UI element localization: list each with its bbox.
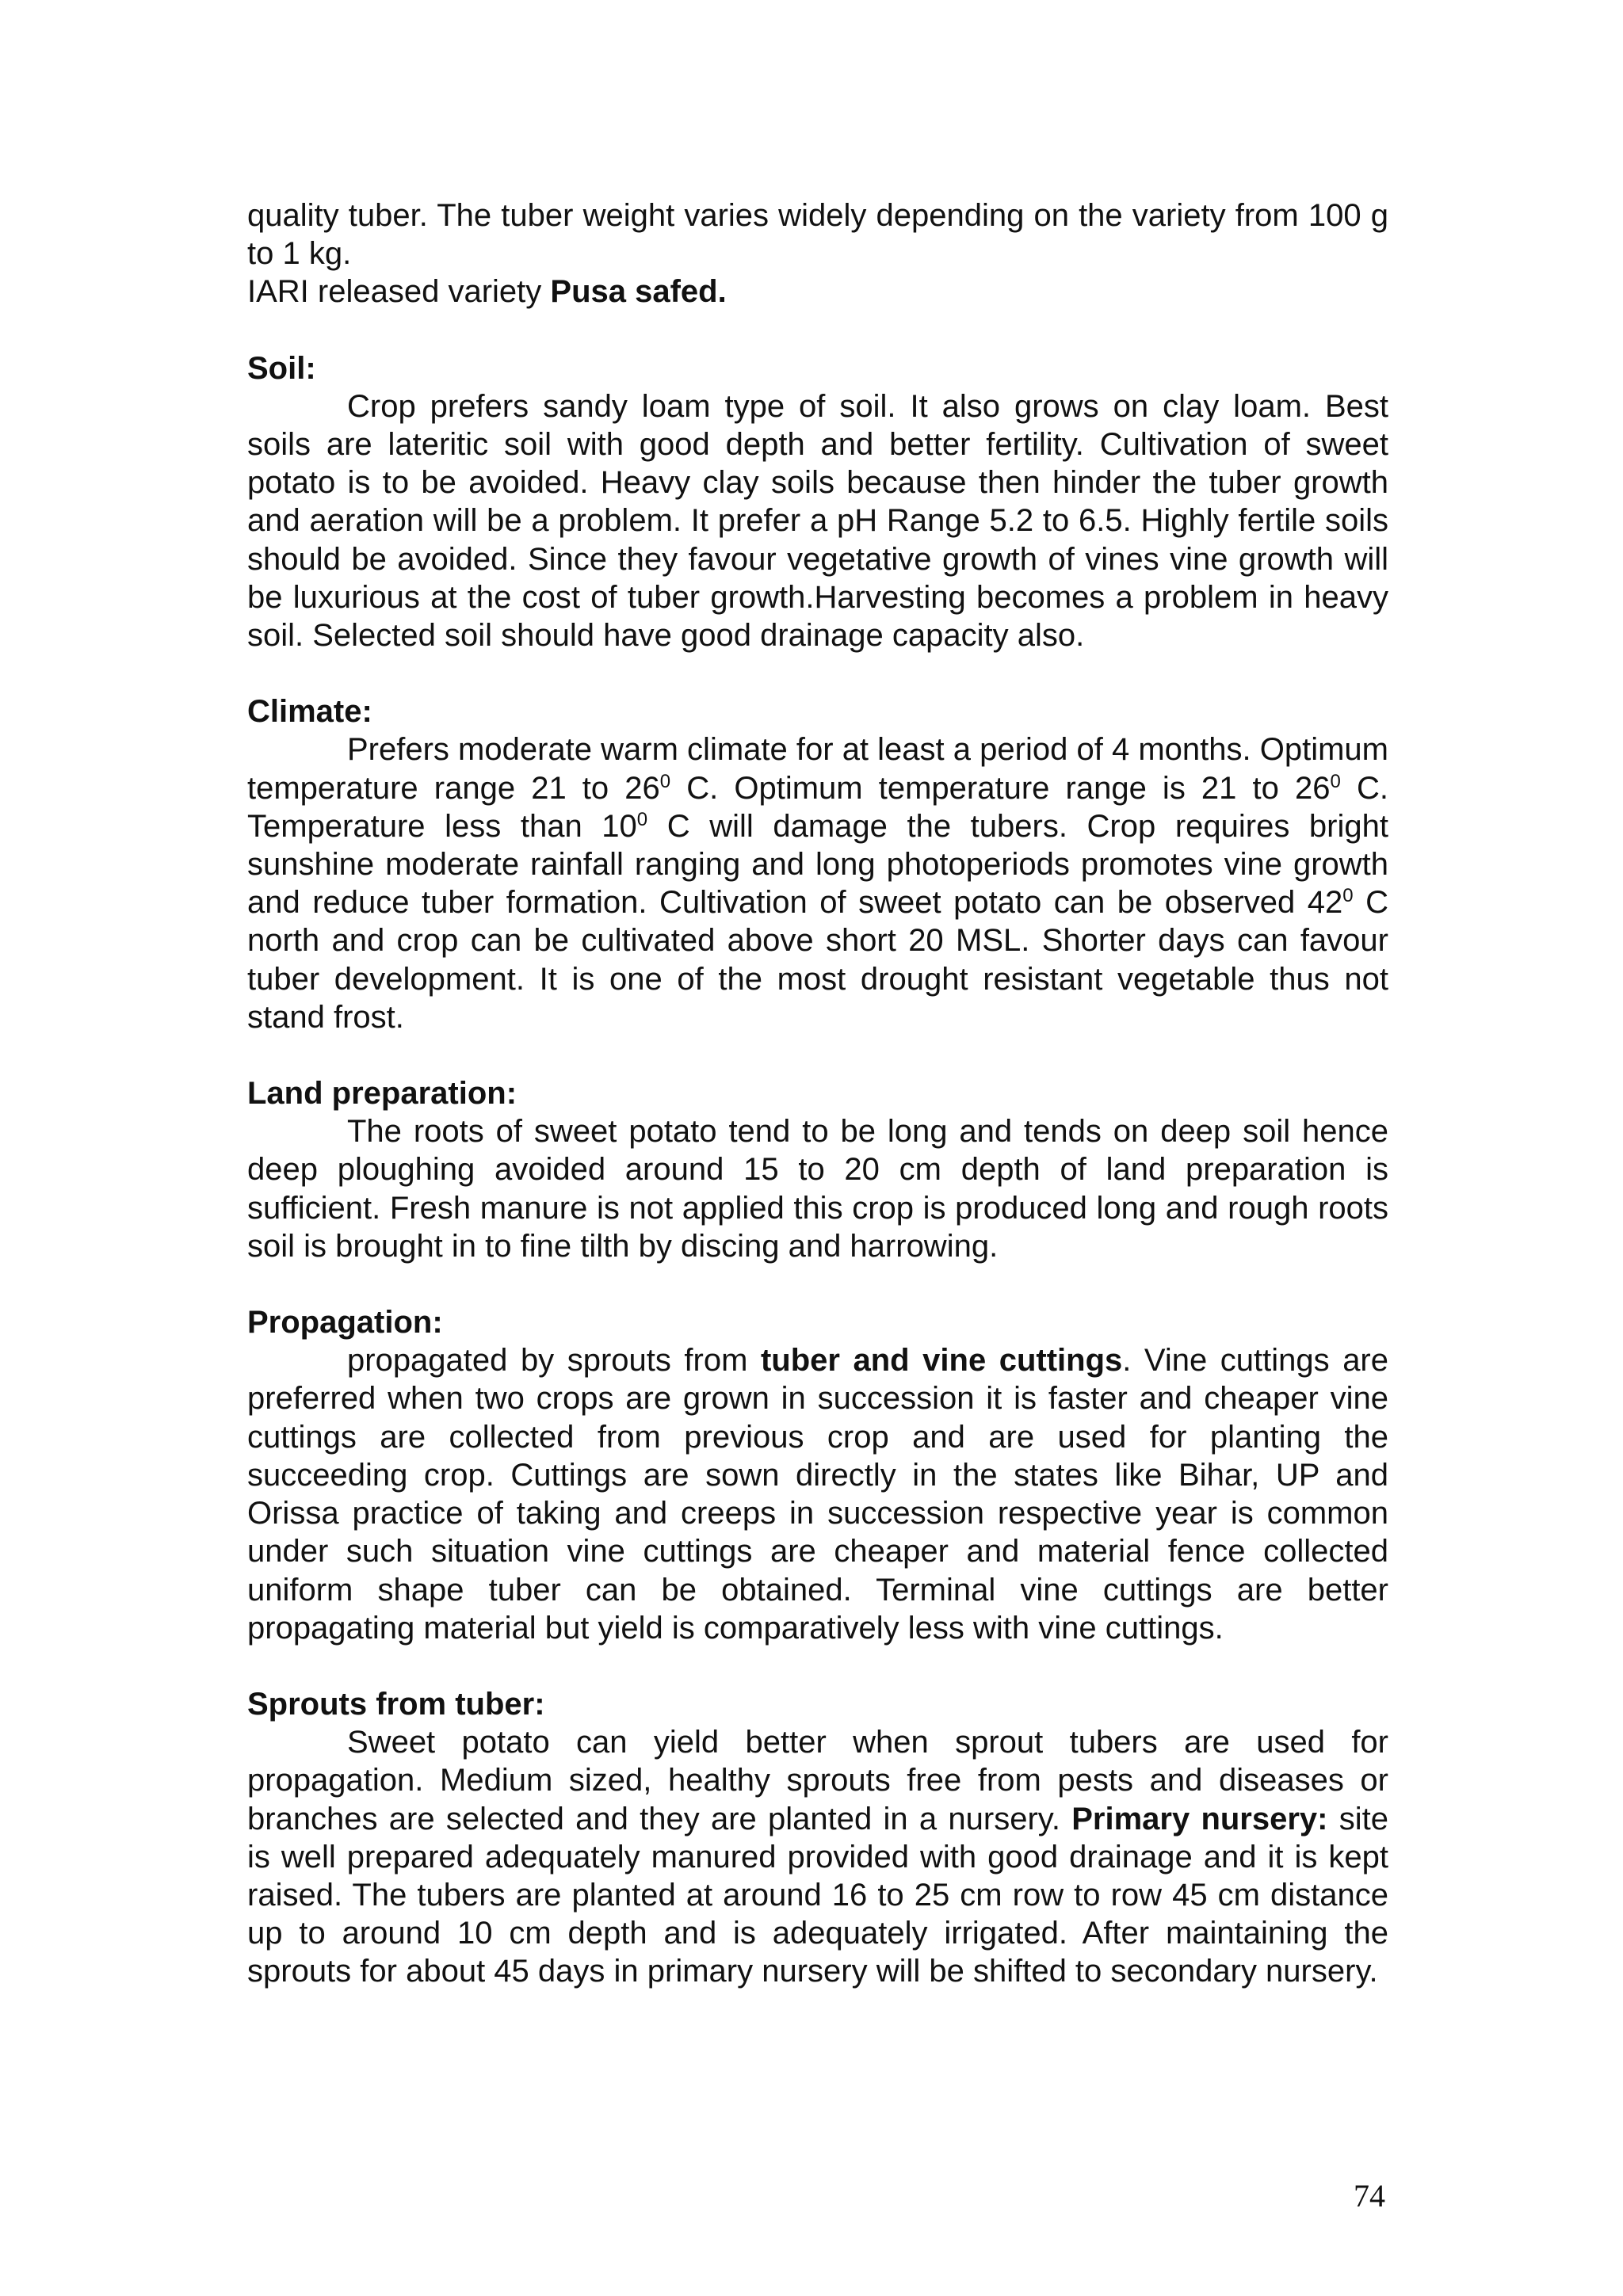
propagation-bold: tuber and vine cuttings [760,1343,1123,1379]
page-number: 74 [1354,2178,1385,2214]
sprouts-text-2: site is well prepared adequately manured provided with good drainage and it is kept raised. The tubers are planted at around 16 to 25 cm row to row 45 cm distance up to around 10 cm depth and is adequately irrigated. After maintaining the sprouts for about 45 days in primary nursery will be shifted to secondary nursery. [247,1801,1389,1989]
climate-text-4: C will damage the tubers. Crop requires bright sunshine moderate rainfall ranging and long photoperiods promotes vine growth and reduce tuber formation. Cultivation of sweet potato can be observed 42 [247,808,1388,921]
propagation-paragraph [247,1341,1388,1647]
sprouts-paragraph [247,1723,1388,1990]
degree-superscript: 0 [636,808,648,830]
land-preparation-paragraph: The roots of sweet potato tend to be long and tends on deep soil hence deep ploughing avoided around 15 to 20 cm depth of land preparation is sufficient. Fresh manure is not applied this crop is produced long and rough roots soil is brought in to fine tilth by discing and harrowing. [247,1114,1388,1264]
intro-text: quality tuber. The tuber weight varies widely depending on the variety from 100 g to 1 kg. [247,198,1388,272]
propagation-rest: . Vine cuttings are preferred when two crops are grown in succession it is faster and cheaper vine cuttings are collected from previous crop and are used for planting the succeeding crop. Cuttings are sown directly in the states like Bihar, UP and Orissa practice of taking and creeps in succession respective year is common under such situation vine cuttings are cheaper and material fence collected uniform shape tuber can be obtained. Terminal vine cuttings are better propagating material but yield is comparatively less with vine cuttings. [247,1343,1388,1646]
climate-text-2: C. Optimum temperature range is 21 to 26 [670,770,1331,806]
degree-superscript: 0 [1330,770,1341,792]
variety-prefix: IARI released variety [247,274,551,310]
document-page [247,196,1388,1991]
climate-text-1: Prefers moderate warm climate for at least a period of 4 months. Optimum temperature range 21 to 26 [247,732,1388,806]
climate-heading: Climate: [247,694,372,730]
degree-superscript: 0 [659,770,671,792]
climate-text-5: C north and crop can be cultivated above short 20 MSL. Shorter days can favour tuber development. It is one of the most drought resistant vegetable thus not stand frost. [247,885,1388,1035]
propagation-heading: Propagation: [247,1305,443,1341]
primary-nursery-label: Primary nursery: [1071,1801,1328,1836]
propagation-prefix: propagated by sprouts from [347,1343,761,1379]
soil-heading: Soil: [247,350,316,386]
climate-text-3: C. Temperature less than 10 [247,770,1388,844]
intro-paragraph [247,196,1388,273]
sprouts-text-1: Sweet potato can yield better when sprout tubers are used for propagation. Medium sized, healthy sprouts free from pests and diseases or branches are selected and they are planted in a nursery. [247,1725,1388,1836]
degree-superscript: 0 [1342,885,1354,907]
variety-name: Pusa safed. [550,274,727,310]
land-preparation-heading: Land preparation: [247,1076,517,1112]
sprouts-heading: Sprouts from tuber: [247,1686,545,1722]
soil-paragraph: Crop prefers sandy loam type of soil. It also grows on clay loam. Best soils are lateritic soil with good depth and better fertility. Cultivation of sweet potato is to be avoided. Heavy clay soils because then hinder the tuber growth and aeration will be a problem. It prefer a pH Range 5.2 to 6.5. Highly fertile soils should be avoided. Since they favour vegetative growth of vines vine growth will be luxurious at the cost of tuber growth.Harvesting becomes a problem in heavy soil. Selected soil should have good drainage capacity also. [247,388,1388,654]
climate-paragraph [247,730,1388,1036]
variety-line [247,273,1388,311]
